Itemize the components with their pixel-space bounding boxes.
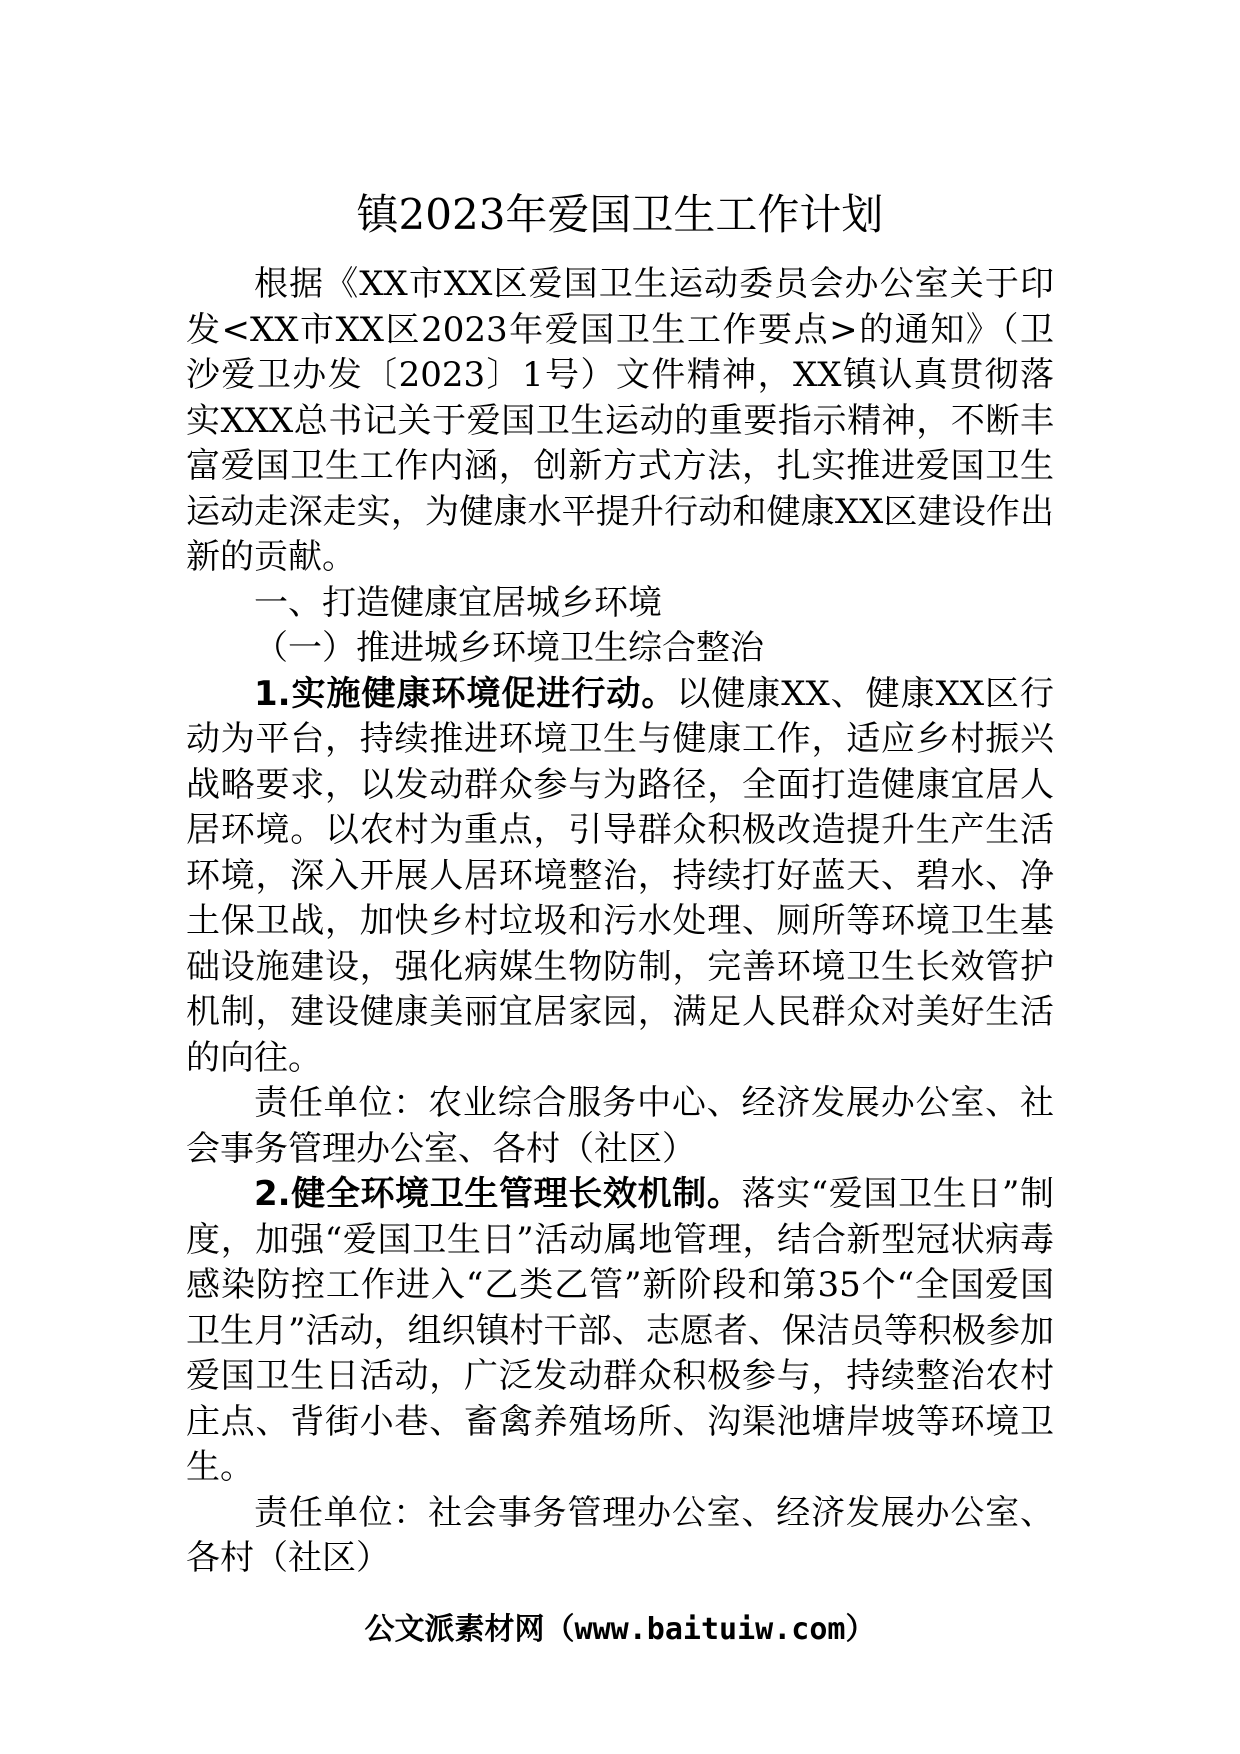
- document-body: [186, 262, 1054, 1582]
- item-1-paragraph: [186, 672, 1054, 1082]
- page-footer: [0, 1610, 1240, 1650]
- item-1-text: 以健康XX、健康XX区行动为平台，持续推进环境卫生与健康工作，适应乡村振兴战略要求，以发动群众参与为路径，全面打造健康宜居人居环境。以农村为重点，引导群众积极改造提升生产生活环境，深入开展人居环境整治，持续打好蓝天、碧水、净土保卫战，加快乡村垃圾和污水处理、厕所等环境卫生基础设施建设，强化病媒生物防制，完善环境卫生长效管护机制，建设健康美丽宜居家园，满足人民群众对美好生活的向往。: [186, 673, 1054, 1078]
- item-2-paragraph: [186, 1172, 1054, 1491]
- document-title: 镇2023年爱国卫生工作计划: [356, 190, 884, 239]
- intro-paragraph: 根据《XX市XX区爱国卫生运动委员会办公室关于印发<XX市XX区2023年爱国卫生工作要点>的通知》（卫沙爱卫办发〔2023〕1号）文件精神，XX镇认真贯彻落实XXX总书记关于爱国卫生运动的重要指示精神，不断丰富爱国卫生工作内涵，创新方式方法，扎实推进爱国卫生运动走深走实，为健康水平提升行动和健康XX区建设作出新的贡献。: [186, 264, 1054, 577]
- item-1-responsible: 责任单位：农业综合服务中心、经济发展办公室、社会事务管理办公室、各村（社区）: [186, 1083, 1054, 1169]
- item-2-lead: 2.健全环境卫生管理长效机制。: [254, 1174, 742, 1214]
- footer-site-name: 公文派素材网: [364, 1612, 545, 1647]
- item-2-responsible: 责任单位：社会事务管理办公室、经济发展办公室、各村（社区）: [186, 1492, 1054, 1578]
- footer-url: （www.baituiw.com）: [544, 1612, 876, 1647]
- item-2-text: 落实“爱国卫生日”制度，加强“爱国卫生日”活动属地管理，结合新型冠状病毒感染防控工作进入“乙类乙管”新阶段和第35个“全国爱国卫生月”活动，组织镇村干部、志愿者、保洁员等积极参加爱国卫生日活动，广泛发动群众积极参与，持续整治农村庄点、背街小巷、畜禽养殖场所、沟渠池塘岸坡等环境卫生。: [186, 1174, 1054, 1487]
- item-1-lead: 1.实施健康环境促进行动。: [254, 673, 677, 714]
- subsection-heading: （一）推进城乡环境卫生综合整治: [254, 628, 764, 668]
- section-heading: 一、打造健康宜居城乡环境: [254, 582, 662, 623]
